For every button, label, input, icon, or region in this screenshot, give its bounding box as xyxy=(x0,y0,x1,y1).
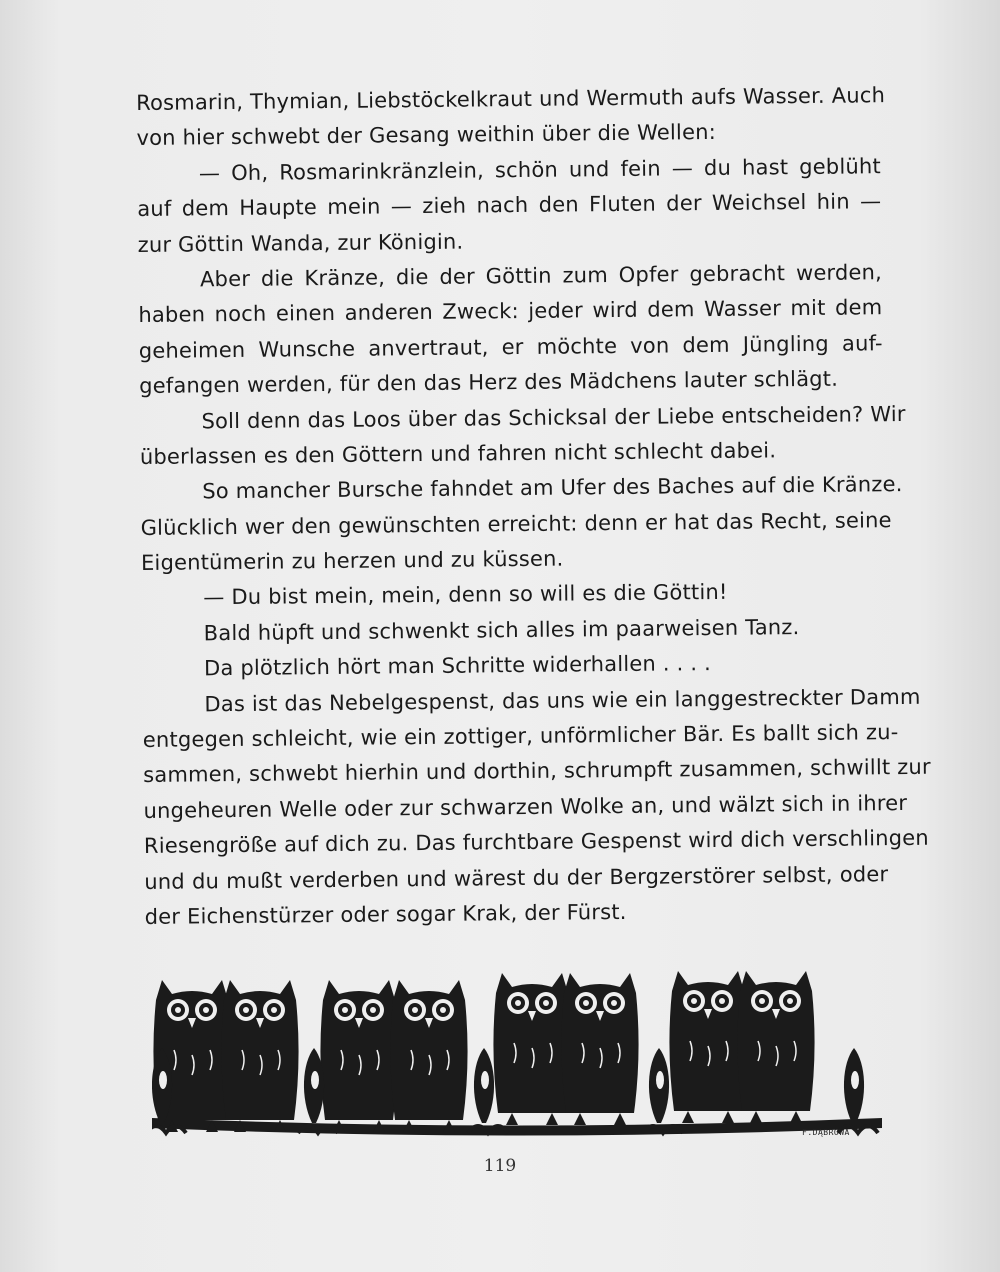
owl-figure xyxy=(320,980,397,1132)
text-line: Da plötzlich hört man Schritte widerhallen . . . . xyxy=(203,651,712,681)
owl-figure xyxy=(669,971,746,1123)
text-line: der Eichenstürzer oder sogar Krak, der Fürst. xyxy=(144,899,627,929)
artist-signature: F.DĄBROWA xyxy=(802,1128,850,1137)
text-line: — Du bist mein, mein, denn so will es die Göttin! xyxy=(203,580,728,610)
text-line: So mancher Bursche fahndet am Ufer des Baches auf die Kränze. xyxy=(202,472,903,504)
text-line: haben noch einen anderen Zweck: jeder wird dem Wasser mit dem xyxy=(138,295,883,328)
text-line: Glücklich wer den gewünschten erreicht: denn er hat das Recht, seine xyxy=(140,507,892,540)
text-line: von hier schwebt der Gesang weithin über die Wellen: xyxy=(136,120,717,151)
text-line: Soll denn das Loos über das Schicksal der Liebe entscheiden? Wir xyxy=(201,401,906,433)
page-number: 119 xyxy=(483,1156,517,1176)
text-line: überlassen es den Göttern und fahren nicht schlecht dabei. xyxy=(139,438,777,469)
owl-figure xyxy=(561,973,638,1125)
body-text xyxy=(136,78,931,935)
text-line: Bald hüpft und schwenkt sich alles im paarweisen Tanz. xyxy=(203,614,800,646)
owl-figure xyxy=(737,971,814,1123)
text-line: Eigentümerin zu herzen und zu küssen. xyxy=(140,546,564,576)
owl-figure xyxy=(493,973,570,1125)
text-line: zur Göttin Wanda, zur Königin. xyxy=(137,229,464,257)
text-line: gefangen werden, für den das Herz des Mädchens lauter schlägt. xyxy=(139,366,839,399)
text-line: und du mußt verderben und wärest du der Bergzerstörer selbst, oder xyxy=(144,861,889,894)
text-line: ungeheuren Welle oder zur schwarzen Wolke an, und wälzt sich in ihrer xyxy=(143,790,908,823)
text-line: Rosmarin, Thymian, Liebstöckelkraut und Wermuth aufs Wasser. Auch xyxy=(136,83,886,115)
owl-figure xyxy=(390,980,467,1132)
frieze-base xyxy=(152,1118,882,1136)
text-line: Aber die Kränze, die der Göttin zum Opfer gebracht werden, xyxy=(199,260,883,292)
owl-frieze-ornament xyxy=(152,968,882,1140)
text-line: sammen, schwebt hierhin und dorthin, schrumpft zusammen, schwillt zur xyxy=(143,755,931,788)
owl-figure xyxy=(221,980,298,1132)
text-line: — Oh, Rosmarinkränzlein, schön und fein — du hast geblüht xyxy=(198,153,882,186)
text-line: auf dem Haupte mein — zieh nach den Fluten der Weichsel hin — xyxy=(137,189,882,222)
text-line: geheimen Wunsche anvertraut, er möchte von dem Jüngling auf- xyxy=(138,330,883,363)
owl-frieze-icon xyxy=(152,968,882,1140)
text-line: Das ist das Nebelgespenst, das uns wie ein langgestreckter Damm xyxy=(204,684,921,716)
text-line: Riesengröße auf dich zu. Das furchtbare Gespenst wird dich verschlingen xyxy=(143,825,929,859)
text-line: entgegen schleicht, wie ein zottiger, unförmlicher Bär. Es ballt sich zu- xyxy=(142,720,899,752)
